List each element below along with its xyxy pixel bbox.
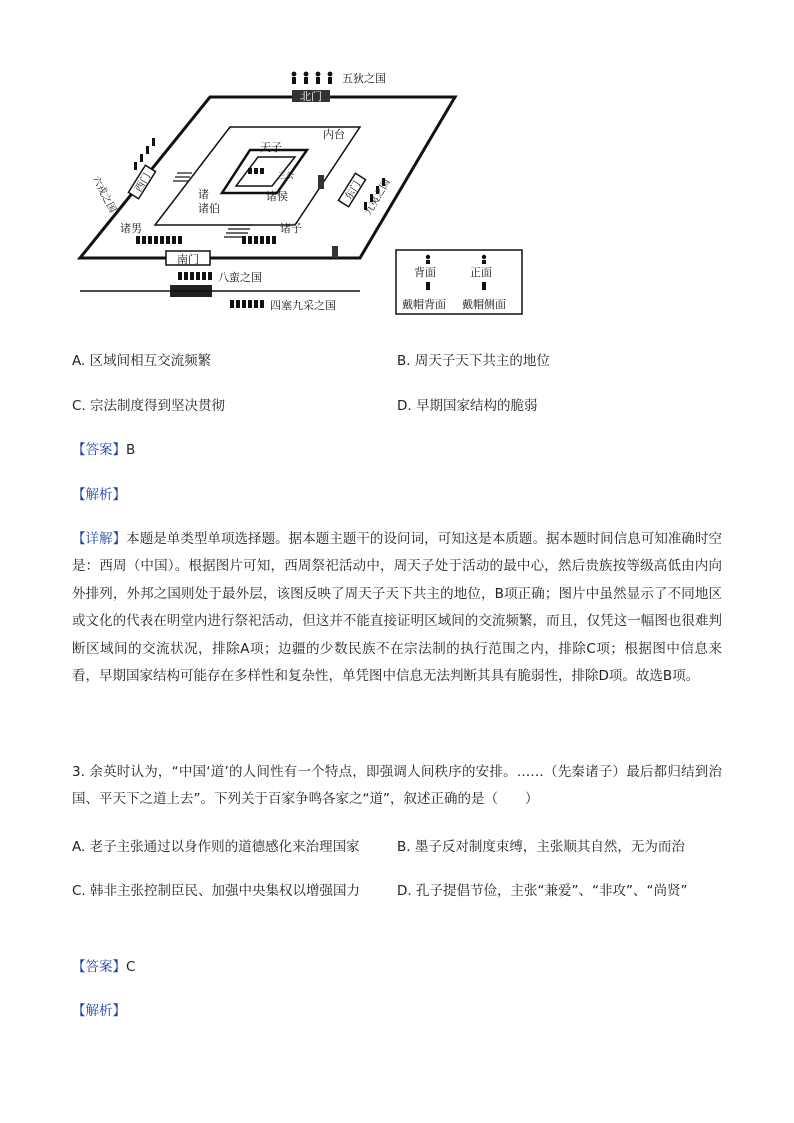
outer-east-door <box>332 246 338 258</box>
q3-option-c: C. 韩非主张控制臣民、加强中央集权以增强国力 <box>72 883 361 899</box>
east-gate-label: 东门 <box>343 179 364 203</box>
barons-label: 诸男 <box>120 222 142 235</box>
viscounts-figures-icon <box>242 236 276 244</box>
south-gate-label: 南门 <box>177 253 199 266</box>
q3-analysis-label: 【解析】 <box>72 1003 126 1019</box>
q2-detail-paragraph <box>72 526 722 690</box>
west-gate <box>128 165 156 199</box>
q3-answer-bracket: 【答案】 <box>72 959 126 975</box>
east-gate <box>338 173 366 207</box>
inner-court-label: 内台 <box>323 128 345 141</box>
legend-hat-back: 戴帽背面 <box>402 298 446 311</box>
legend-front: 正面 <box>470 266 492 279</box>
west-gate-label: 西门 <box>133 171 154 195</box>
q2-answer-bracket: 【答案】 <box>72 442 126 458</box>
q2-option-c: C. 宗法制度得到坚决贯彻 <box>72 398 226 414</box>
north-gate-label: 北门 <box>300 90 322 103</box>
inner-east-door <box>318 175 324 189</box>
earls-label: 诸伯 <box>198 202 220 215</box>
marquises-label: 诸侯 <box>266 190 288 203</box>
q3-answer <box>72 957 135 977</box>
viscounts-label: 诸子 <box>280 222 302 235</box>
q3-option-a: A. 老子主张通过以身作则的道德感化来治理国家 <box>72 839 360 855</box>
legend-back: 背面 <box>414 266 436 279</box>
legend-hat-side: 戴帽侧面 <box>462 298 506 311</box>
q2-option-d: D. 早期国家结构的脆弱 <box>397 398 538 414</box>
south-figures-icon <box>178 272 212 280</box>
north-country-label: 五狄之国 <box>342 72 386 85</box>
mingtang-diagram <box>70 60 530 325</box>
earls-label-1: 诸 <box>198 188 209 201</box>
son-of-heaven-text: 天子 <box>260 141 282 154</box>
barons-figures-icon <box>136 236 182 244</box>
q3-answer-value: C <box>126 959 136 975</box>
son-of-heaven-label <box>260 141 282 154</box>
west-country-label: 六戎之国 <box>89 174 118 215</box>
q2-analysis-label: 【解析】 <box>72 487 126 503</box>
east-country-label: 九夷之国 <box>363 177 393 218</box>
dukes-figures-icon <box>248 168 264 174</box>
west-figures-icon <box>134 138 155 170</box>
west-country <box>89 173 119 214</box>
north-figures-icon <box>292 72 333 84</box>
south-country-label: 八蛮之国 <box>218 271 262 284</box>
q3-option-b: B. 墨子反对制度束缚，主张顺其自然，无为而治 <box>397 839 685 855</box>
outer-south-figures-icon <box>230 300 264 308</box>
three-dukes-label: 三公 <box>278 171 294 180</box>
q2-detail-text: 本题是单类型单项选择题。据本题主题干的设问词，可知这是本质题。据本题时间信息可知准确时空是：西周（中国）。根据图片可知，西周祭祀活动中，周天子处于活动的最中心，然后贵族按等级高低由内向外排列，外邦之国则处于最外层，该图反映了周天子天下共主的地位，B项正确；图片中虽然显示了不同地区或文化的代表在明堂内进行祭祀活动，但这并不能直接证明区域间的交流频繁，而且，仅凭这一幅图也很难判断区域间的交流状况，排除A项；边疆的少数民族不在宗法制的执行范围之内，排除C项；根据图中信息来看，早期国家结构可能存在多样性和复杂性，单凭图中信息无法判断其具有脆弱性，排除D项。故选B项。 <box>72 531 723 685</box>
q2-answer <box>72 440 135 460</box>
q3-stem: 3. 余英时认为，“中国‘道’的人间性有一个特点，即强调人间秩序的安排。……（先秦诸子）最后都归结到治国、平天下之道上去”。下列关于百家争鸣各家之“道”，叙述正确的是（ ） <box>72 764 722 808</box>
q2-detail-bracket: 【详解】 <box>72 531 127 547</box>
q2-answer-value: B <box>126 442 136 458</box>
q2-option-b: B. 周天子天下共主的地位 <box>397 353 550 369</box>
outer-south-country-label: 四塞九采之国 <box>270 299 336 312</box>
q2-option-a: A. 区域间相互交流频繁 <box>72 353 212 369</box>
inner-court <box>155 127 360 225</box>
q3-option-d: D. 孔子提倡节俭，主张“兼爱”、“非攻”、“尚贤” <box>397 883 688 899</box>
mingtang-diagram-svg <box>70 60 530 325</box>
